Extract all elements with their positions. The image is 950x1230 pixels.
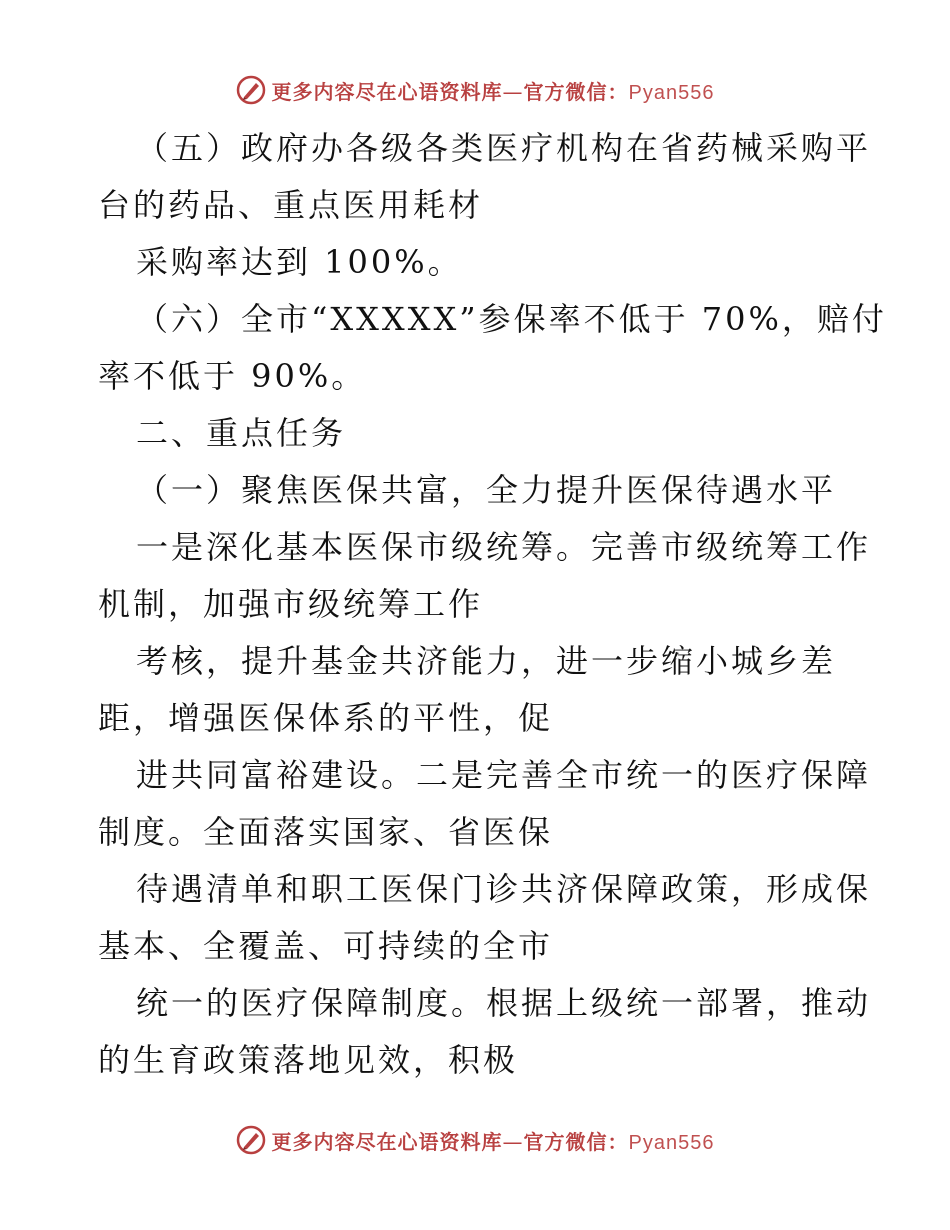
footer-dash: — — [502, 1129, 524, 1154]
text-line: 距，增强医保体系的平性，促 — [98, 699, 554, 737]
text-line: 制度。全面落实国家、省医保 — [98, 813, 554, 851]
footer-wechat-label: 官方微信： — [523, 1129, 629, 1154]
footer-wechat-id: Pyan556 — [628, 1131, 715, 1154]
text-line: （一）聚焦医保共富，全力提升医保待遇水平 — [136, 471, 837, 509]
header-dash: — — [502, 79, 524, 104]
text-line: （五）政府办各级各类医疗机构在省药械采购平 — [136, 129, 872, 167]
text-line: 一是深化基本医保市级统筹。完善市级统筹工作 — [136, 528, 872, 566]
text-line: 二、重点任务 — [136, 414, 347, 452]
text-line: 机制，加强市级统筹工作 — [98, 585, 484, 623]
text-line: 统一的医疗保障制度。根据上级统一部署，推动 — [136, 984, 872, 1022]
text-line: （六）全市“XXXXX”参保率不低于 70%，赔付 — [136, 300, 887, 338]
header-wechat-id: Pyan556 — [628, 81, 715, 104]
document-body — [98, 120, 887, 1089]
text-line: 率不低于 90%。 — [98, 357, 367, 395]
footer-watermark-text: 更多内容尽在心语资料库 — [271, 1129, 503, 1154]
text-line: 基本、全覆盖、可持续的全市 — [98, 927, 554, 965]
text-line: 考核，提升基金共济能力，进一步缩小城乡差 — [136, 642, 837, 680]
pen-logo-icon — [236, 1125, 266, 1155]
text-line: 台的药品、重点医用耗材 — [98, 186, 484, 224]
text-line: 的生育政策落地见效，积极 — [98, 1041, 519, 1079]
text-line: 采购率达到 100%。 — [136, 243, 463, 281]
header-watermark-text: 更多内容尽在心语资料库 — [271, 79, 503, 104]
text-line: 进共同富裕建设。二是完善全市统一的医疗保障 — [136, 756, 872, 794]
text-line: 待遇清单和职工医保门诊共济保障政策，形成保 — [136, 870, 872, 908]
footer-watermark — [0, 1120, 950, 1160]
pen-logo-icon — [236, 75, 266, 105]
header-watermark — [0, 70, 950, 110]
header-wechat-label: 官方微信： — [523, 79, 629, 104]
